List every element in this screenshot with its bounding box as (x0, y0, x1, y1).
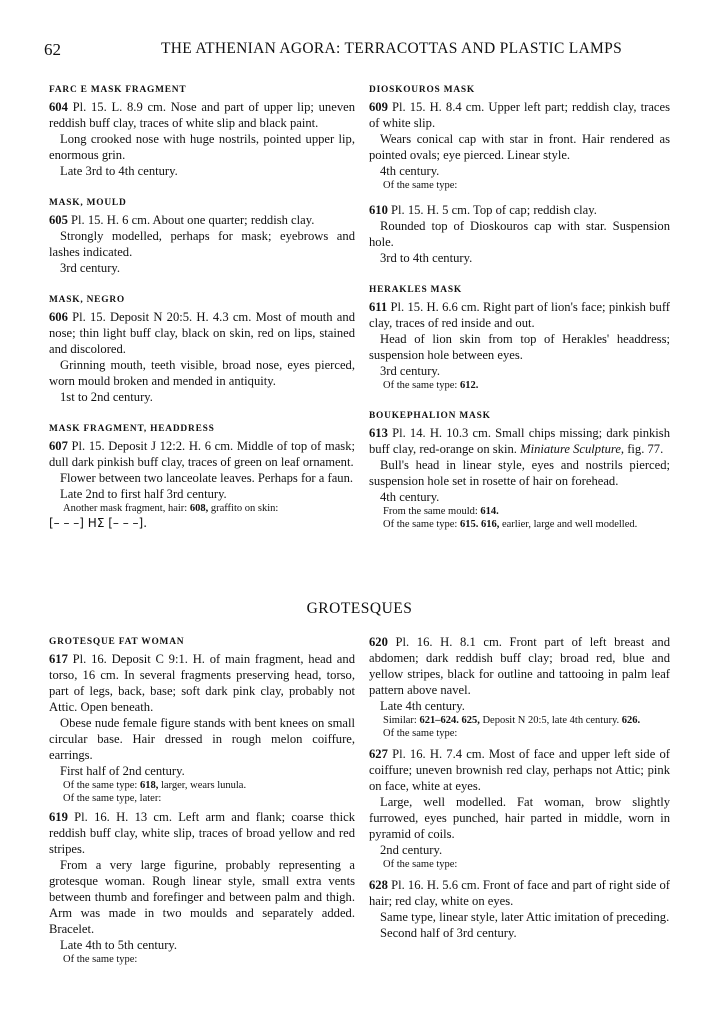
entry-description: Large, well modelled. Fat woman, brow slightly furrowed, eyes punched, hair parted in middle, worn in pyramid of coils. (369, 795, 670, 841)
entry-text: Pl. 15. H. 6.6 cm. Right part of lion's face; pinkish buff clay, traces of red inside and out. (369, 300, 670, 330)
entry-description: Long crooked nose with huge nostrils, pointed upper lip, enormous grin. (49, 132, 355, 162)
entry-611 (369, 282, 670, 392)
entry-heading: DIOSKOUROS MASK (369, 85, 476, 95)
related-note: Of the same type: (63, 954, 138, 965)
entry-description: Rounded top of Dioskouros cap with star. Suspension hole. (369, 219, 670, 249)
catalogue-number: 611 (369, 300, 388, 314)
catalogue-number: 626. (621, 715, 641, 726)
catalogue-number: 617 (49, 652, 68, 666)
entry-date: Late 4th to 5th century. (60, 938, 178, 952)
entry-date: Late 2nd to first half 3rd century. (60, 487, 227, 501)
bibliographic-reference: Miniature Sculpture, (520, 442, 625, 456)
related-note: Similar: 621–624. 625, Deposit N 20:5, late 4th century. 626. (383, 715, 641, 726)
related-note: Of the same type: 612. (383, 380, 479, 391)
catalogue-number: 627 (369, 747, 388, 761)
catalogue-number: 606 (49, 310, 68, 324)
entry-text: Pl. 16. H. 7.4 cm. Most of face and upper left side of coiffure; uneven brownish red clay, perhaps not Attic; pink on face, white at eyes. (369, 747, 670, 793)
catalogue-number: 619 (49, 810, 68, 824)
entry-604 (49, 82, 355, 179)
entry-617 (49, 634, 355, 805)
entry-text: Pl. 15. Deposit N 20:5. H. 4.3 cm. Most of mouth and nose; thin light buff clay, black on skin, red on lips, stained and discolored. (49, 310, 355, 356)
related-note: Of the same type: (383, 859, 458, 870)
catalogue-number: 607 (49, 439, 68, 453)
entry-date: Late 3rd to 4th century. (60, 164, 178, 178)
entry-date: 3rd century. (60, 261, 121, 275)
entry-text: Pl. 15. Deposit J 12:2. H. 6 cm. Middle of top of mask; dull dark pinkish buff clay, traces of green on leaf ornament. (49, 439, 355, 469)
bottom-left-column (49, 634, 355, 966)
related-note: Of the same type, later: (63, 793, 162, 804)
catalogue-number: 614. (480, 506, 499, 517)
related-note: Another mask fragment, hair: 608, graffito on skin: (63, 503, 279, 514)
entry-date: 1st to 2nd century. (60, 390, 153, 404)
related-note: Of the same type: (383, 728, 458, 739)
running-title: THE ATHENIAN AGORA: TERRACOTTAS AND PLASTIC LAMPS (161, 40, 622, 57)
entry-heading: HERAKLES MASK (369, 285, 462, 295)
related-note: Of the same type: (383, 180, 458, 191)
catalogue-number: 612. (459, 380, 479, 391)
graffito-text: [– – –] ΗΣ [– – –]. (49, 516, 148, 530)
entry-text: Pl. 15. L. 8.9 cm. Nose and part of upper lip; uneven reddish buff clay, traces of white slip and black paint. (49, 100, 355, 130)
entry-date: 4th century. (380, 164, 440, 178)
entry-description: Same type, linear style, later Attic imitation of preceding. (380, 910, 670, 924)
entry-description: Wears conical cap with star in front. Hair rendered as pointed ovals; eye pierced. Linear style. (369, 132, 670, 162)
related-note: Of the same type: 615. 616, earlier, large and well modelled. (383, 519, 638, 530)
entry-date: 4th century. (380, 490, 440, 504)
catalogue-number: 609 (369, 100, 388, 114)
entry-heading: MASK, MOULD (49, 198, 127, 208)
entry-text: Pl. 16. H. 5.6 cm. Front of face and part of right side of hair; red clay, white on eyes. (369, 878, 670, 908)
page-number: 62 (44, 40, 61, 59)
catalogue-number: 608, (189, 503, 209, 514)
entry-text: Pl. 16. H. 13 cm. Left arm and flank; coarse thick reddish buff clay, white slip, traces of broad yellow and red stripes. (49, 810, 355, 856)
top-right-column (369, 82, 670, 531)
entry-date: 2nd century. (380, 843, 443, 857)
entry-text: Pl. 14. H. 10.3 cm. Small chips missing; dark pinkish buff clay, red-orange on skin. (369, 426, 670, 456)
catalogue-number: 610 (369, 203, 388, 217)
top-left-column (49, 82, 355, 531)
entry-heading: FARC E MASK FRAGMENT (49, 85, 187, 95)
entry-description: Head of lion skin from top of Herakles' headdress; suspension hole between eyes. (369, 332, 670, 362)
entry-date: First half of 2nd century. (60, 764, 185, 778)
entry-date: Second half of 3rd century. (380, 926, 517, 940)
bottom-right-column (369, 634, 670, 941)
entry-628 (369, 877, 670, 941)
entry-619 (49, 809, 355, 966)
page-header (44, 40, 681, 64)
entry-text: Pl. 15. H. 6 cm. About one quarter; reddish clay. (67, 213, 315, 227)
entry-description: Grinning mouth, teeth visible, broad nose, eyes pierced, worn mould broken and mended in antiquity. (49, 358, 355, 388)
catalogue-number: 628 (369, 878, 388, 892)
catalogue-number: 615. 616, (459, 519, 500, 530)
entry-heading: BOUKEPHALION MASK (369, 411, 491, 421)
entry-607 (49, 421, 355, 531)
entry-610 (369, 202, 670, 266)
entry-date: Late 4th century. (380, 699, 465, 713)
entry-609 (369, 82, 670, 192)
catalogue-number: 620 (369, 635, 388, 649)
entry-text: Pl. 16. Deposit C 9:1. H. of main fragment, head and torso, 16 cm. In several fragments preserving head, torso, part of legs, back, base; soft dark pink clay, probably not Attic. Open beneath. (49, 652, 355, 714)
entry-description: Obese nude female figure stands with bent knees on small circular base. Hair dressed in rough melon coiffure, earrings. (49, 716, 355, 762)
entry-heading: MASK, NEGRO (49, 295, 125, 305)
catalogue-number: 604 (49, 100, 68, 114)
entry-text: Pl. 16. H. 8.1 cm. Front part of left breast and abdomen; dark reddish buff clay; broad red, blue and yellow stripes, black for outline and tattooing in palm leaf pattern above navel. (369, 635, 670, 697)
entry-text: Pl. 15. H. 5 cm. Top of cap; reddish clay. (387, 203, 597, 217)
entry-description: Bull's head in linear style, eyes and nostrils pierced; suspension hole set in rosette of hair on forehead. (369, 458, 670, 488)
related-note: From the same mould: 614. (383, 506, 499, 517)
entry-description: Flower between two lanceolate leaves. Perhaps for a faun. (60, 471, 354, 485)
entry-605 (49, 195, 355, 276)
related-note: Of the same type: 618, larger, wears lunula. (63, 780, 247, 791)
catalogue-number: 621–624. 625, (419, 715, 480, 726)
catalogue-number: 618, (139, 780, 159, 791)
entry-613: BOUKEPHALION MASK 613 Pl. 14. H. 10.3 cm. Small chips missing; dark pinkish buff clay, red-orange on skin. Miniature Sculpture, fig. 77. Bull's head in linear style, eyes and nostrils pierced; suspension hole set in rosette of hair on forehead. 4th century. From the same mould: 614. Of the same type: 615. 616, earlier, large and well modelled. (369, 408, 670, 531)
catalogue-number: 605 (49, 213, 68, 227)
entry-606 (49, 292, 355, 405)
catalogue-number: 613 (369, 426, 388, 440)
entry-620 (369, 634, 670, 740)
section-title: GROTESQUES (306, 600, 413, 617)
entry-heading: GROTESQUE FAT WOMAN (49, 637, 185, 647)
entry-text: Pl. 15. H. 8.4 cm. Upper left part; reddish clay, traces of white slip. (369, 100, 670, 130)
entry-description: From a very large figurine, probably representing a grotesque woman. Rough linear style, small extra vents between thumb and forefinger and between palm and thigh. Arm was made in two moulds and separately added. Bracelet. (49, 858, 355, 936)
entry-date: 3rd to 4th century. (380, 251, 473, 265)
entry-627 (369, 746, 670, 871)
entry-description: Strongly modelled, perhaps for mask; eyebrows and lashes indicated. (49, 229, 355, 259)
entry-date: 3rd century. (380, 364, 441, 378)
entry-heading: MASK FRAGMENT, HEADDRESS (49, 424, 215, 434)
